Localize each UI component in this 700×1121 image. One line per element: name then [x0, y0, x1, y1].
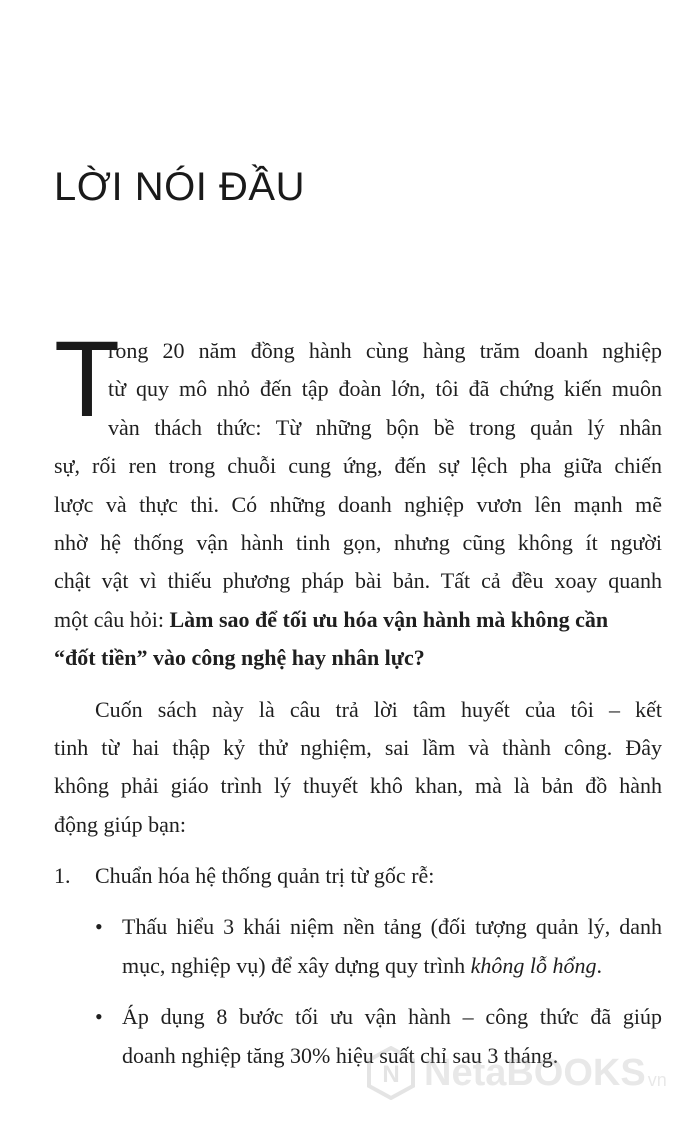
text-line: nhờ hệ thống vận hành tinh gọn, nhưng cũng không ít người [54, 529, 662, 555]
bullet-icon: • [95, 914, 103, 940]
list-item-text: Chuẩn hóa hệ thống quản trị từ gốc rễ: [95, 863, 435, 889]
text-line: doanh nghiệp tăng 30% hiệu suất chỉ sau 3 tháng. [122, 1042, 559, 1068]
text-line: sự, rối ren trong chuỗi cung ứng, đến sự lệch pha giữa chiến [54, 453, 662, 479]
list-item [54, 857, 662, 895]
netabooks-logo-icon [366, 1046, 416, 1100]
question-intro: một câu hỏi: [54, 606, 170, 632]
netabooks-watermark [366, 1046, 667, 1100]
text-line: rong 20 năm đồng hành cùng hàng trăm doanh nghiệp [108, 338, 662, 363]
body-text [54, 318, 662, 1075]
bullet-icon: • [95, 1004, 103, 1030]
key-question-cont: “đốt tiền” vào công nghệ hay nhân lực? [54, 645, 425, 671]
paragraph-1 [54, 318, 662, 678]
text-line [122, 947, 662, 985]
text-line [54, 601, 662, 639]
text-line: Cuốn sách này là câu trả lời tâm huyết của tôi – kết [95, 696, 662, 722]
text-line: vàn thách thức: Từ những bộn bề trong quản lý nhân [108, 414, 662, 440]
text-line: chật vật vì thiếu phương pháp bài bản. Tất cả đều xoay quanh [54, 568, 662, 594]
text-span: mục, nghiệp vụ) để xây dựng quy trình [122, 952, 471, 978]
text-line: không phải giáo trình lý thuyết khô khan, mà là bản đồ hành [54, 773, 662, 799]
paragraph-2 [54, 691, 662, 845]
text-line: Thấu hiểu 3 khái niệm nền tảng (đối tượng quản lý, danh [122, 914, 662, 940]
text-line: động giúp bạn: [54, 811, 186, 837]
key-question: Làm sao để tối ưu hóa vận hành mà không cần [169, 606, 609, 632]
text-span: . [596, 952, 602, 978]
svg-text:N: N [382, 1061, 400, 1088]
bullet-item [54, 908, 662, 985]
text-line: tinh từ hai thập kỷ thử nghiệm, sai lầm và thành công. Đây [54, 734, 662, 760]
text-line: Áp dụng 8 bước tối ưu vận hành – công thức đã giúp [122, 1004, 662, 1030]
text-line: lược và thực thi. Có những doanh nghiệp vươn lên mạnh mẽ [54, 491, 662, 517]
page-title: LỜI NÓI ĐẦU [54, 165, 305, 209]
watermark-suffix: vn [647, 1069, 667, 1090]
text-line: từ quy mô nhỏ đến tập đoàn lớn, tôi đã chứng kiến muôn [108, 376, 662, 402]
text-line [54, 639, 662, 677]
numbered-list [54, 857, 662, 1075]
emphasis: không lỗ hổng [470, 952, 597, 978]
watermark-brand: NetaBOOKS [424, 1051, 646, 1094]
list-number: 1. [54, 863, 71, 889]
drop-cap: T [54, 318, 120, 439]
